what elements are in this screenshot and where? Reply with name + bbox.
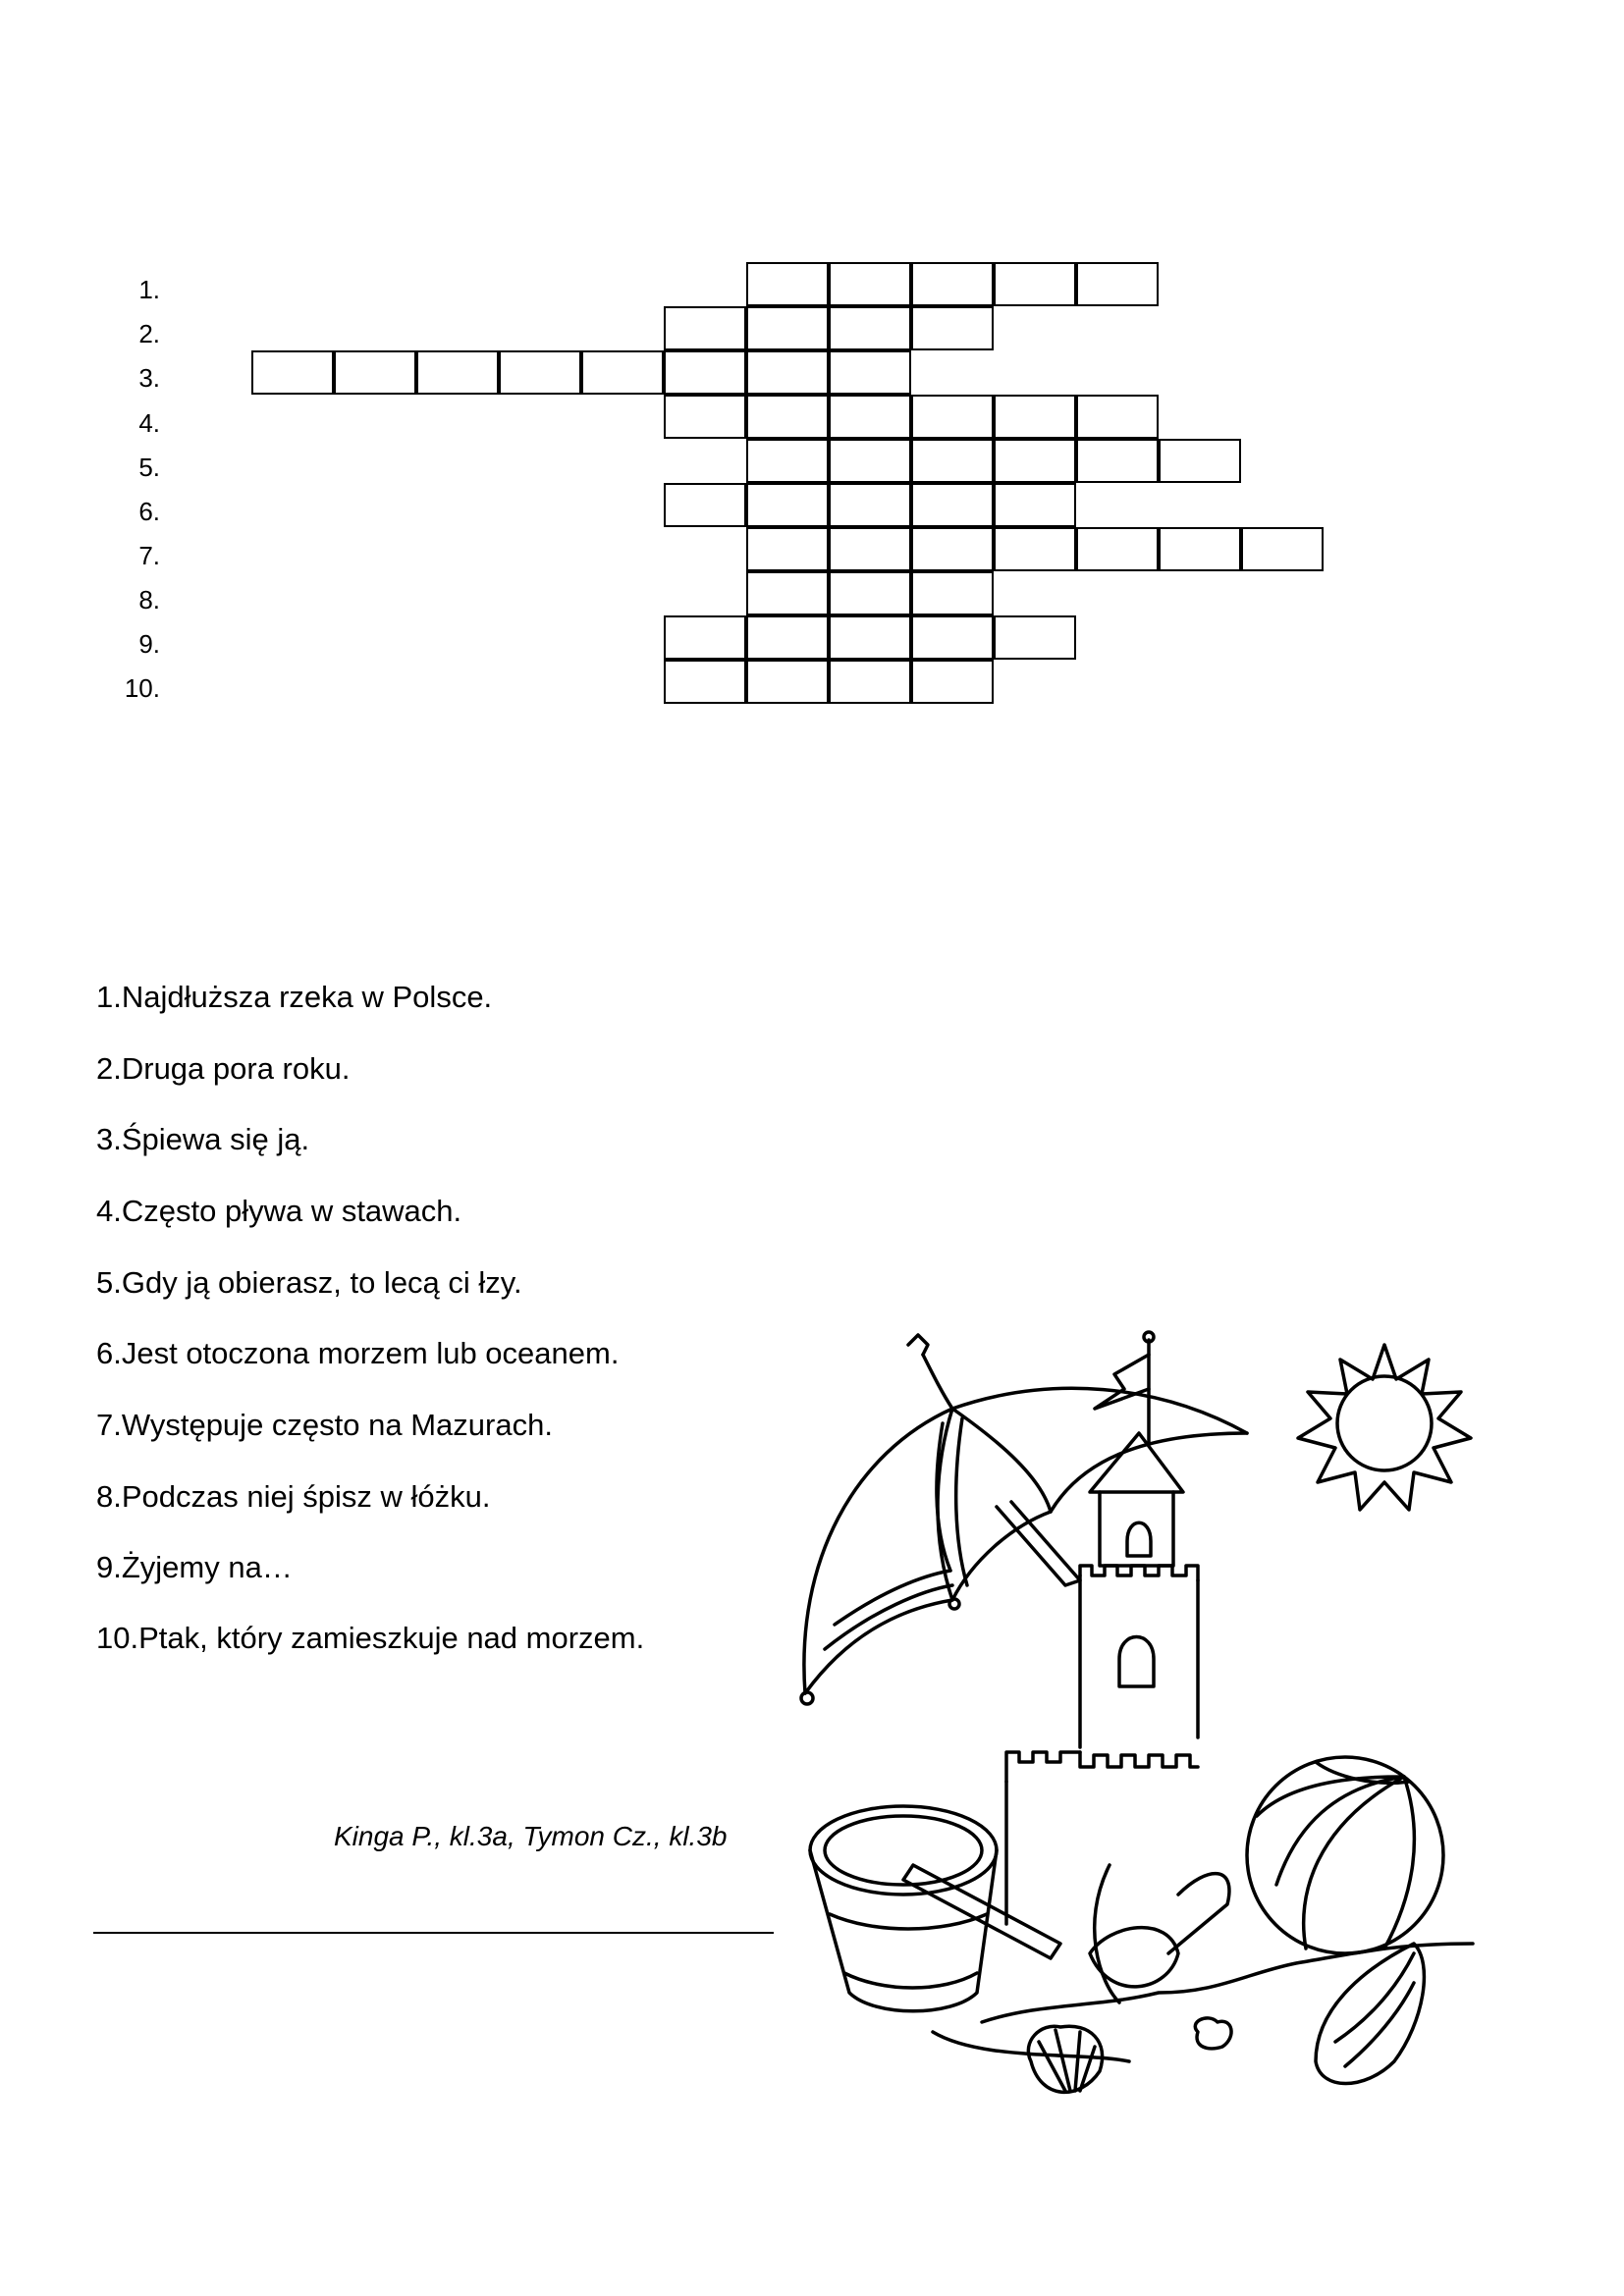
crossword-cell[interactable] bbox=[829, 350, 911, 395]
crossword-cell[interactable] bbox=[664, 395, 746, 439]
clue-item: 2.Druga pora roku. bbox=[96, 1051, 351, 1086]
crossword-cell[interactable] bbox=[664, 660, 746, 704]
crossword-cell[interactable] bbox=[911, 660, 994, 704]
clue-item: 7.Występuje często na Mazurach. bbox=[96, 1408, 553, 1442]
crossword-cell[interactable] bbox=[499, 350, 581, 395]
crossword-row-number: 4. bbox=[138, 408, 160, 438]
sandcastle-icon bbox=[1006, 1433, 1198, 1924]
crossword-cell[interactable] bbox=[829, 483, 911, 527]
crossword-row-number: 2. bbox=[138, 319, 160, 348]
crossword-cell[interactable] bbox=[664, 483, 746, 527]
crossword-cell[interactable] bbox=[829, 395, 911, 439]
bucket-icon bbox=[810, 1806, 1060, 2011]
crossword-cell[interactable] bbox=[746, 350, 829, 395]
crossword-cell[interactable] bbox=[664, 350, 746, 395]
clue-item: 5.Gdy ją obierasz, to lecą ci łzy. bbox=[96, 1265, 522, 1300]
crossword-cell[interactable] bbox=[746, 395, 829, 439]
crossword-cell[interactable] bbox=[416, 350, 499, 395]
crossword-cell[interactable] bbox=[829, 615, 911, 660]
crossword-row-number: 3. bbox=[138, 363, 160, 393]
flag-icon bbox=[1095, 1332, 1154, 1443]
sun-icon bbox=[1298, 1345, 1471, 1510]
shovel-icon bbox=[1090, 1865, 1229, 2002]
crossword-cell[interactable] bbox=[994, 527, 1076, 571]
crossword-cell[interactable] bbox=[829, 660, 911, 704]
crossword-cell[interactable] bbox=[581, 350, 664, 395]
clue-item: 3.Śpiewa się ją. bbox=[96, 1122, 310, 1156]
crossword-cell[interactable] bbox=[911, 439, 994, 483]
author-credit: Kinga P., kl.3a, Tymon Cz., kl.3b bbox=[334, 1821, 728, 1851]
crossword-cell[interactable] bbox=[994, 483, 1076, 527]
beach-sandcastle-illustration bbox=[785, 1315, 1492, 2160]
clue-item: 1.Najdłuższa rzeka w Polsce. bbox=[96, 980, 493, 1014]
crossword-cell[interactable] bbox=[829, 571, 911, 615]
crossword-cell[interactable] bbox=[994, 262, 1076, 306]
crossword-cell[interactable] bbox=[746, 262, 829, 306]
crossword-row-number: 7. bbox=[138, 541, 160, 570]
clue-item: 4.Często pływa w stawach. bbox=[96, 1194, 462, 1228]
clue-item: 6.Jest otoczona morzem lub oceanem. bbox=[96, 1336, 620, 1370]
crossword-cell[interactable] bbox=[994, 439, 1076, 483]
crossword-cell[interactable] bbox=[746, 439, 829, 483]
sand-line bbox=[933, 1944, 1473, 2061]
clue-item: 10.Ptak, który zamieszkuje nad morzem. bbox=[96, 1621, 645, 1655]
umbrella-icon bbox=[801, 1335, 1247, 1704]
crossword-cell[interactable] bbox=[664, 306, 746, 350]
crossword-cell[interactable] bbox=[746, 615, 829, 660]
divider-line bbox=[93, 1932, 774, 1934]
crossword-cell[interactable] bbox=[1076, 395, 1159, 439]
seashell-icon bbox=[1028, 1944, 1424, 2092]
crossword-cell[interactable] bbox=[1076, 527, 1159, 571]
crossword-cell[interactable] bbox=[251, 350, 334, 395]
crossword-cell[interactable] bbox=[994, 615, 1076, 660]
crossword-cell[interactable] bbox=[911, 527, 994, 571]
crossword-row-number: 6. bbox=[138, 497, 160, 526]
crossword-cell[interactable] bbox=[1076, 262, 1159, 306]
crossword-row-number: 8. bbox=[138, 585, 160, 614]
crossword-cell[interactable] bbox=[829, 527, 911, 571]
crossword-cell[interactable] bbox=[1159, 439, 1241, 483]
crossword-cell[interactable] bbox=[664, 615, 746, 660]
beach-ball-icon bbox=[1247, 1757, 1443, 1953]
crossword-row-number: 9. bbox=[138, 629, 160, 659]
crossword-cell[interactable] bbox=[746, 483, 829, 527]
crossword-cell[interactable] bbox=[829, 262, 911, 306]
crossword-cell[interactable] bbox=[1076, 439, 1159, 483]
crossword-cell[interactable] bbox=[911, 395, 994, 439]
crossword-row-number: 5. bbox=[138, 453, 160, 482]
crossword-row-number: 1. bbox=[138, 275, 160, 304]
crossword-cell[interactable] bbox=[746, 306, 829, 350]
crossword-cell[interactable] bbox=[746, 527, 829, 571]
crossword-cell[interactable] bbox=[911, 306, 994, 350]
clue-item: 9.Żyjemy na… bbox=[96, 1550, 293, 1584]
crossword-cell[interactable] bbox=[829, 306, 911, 350]
crossword-cell[interactable] bbox=[746, 571, 829, 615]
crossword-cell[interactable] bbox=[829, 439, 911, 483]
crossword-row-number: 10. bbox=[124, 673, 160, 703]
crossword-cell[interactable] bbox=[334, 350, 416, 395]
crossword-cell[interactable] bbox=[911, 262, 994, 306]
crossword-cell[interactable] bbox=[911, 483, 994, 527]
clue-item: 8.Podczas niej śpisz w łóżku. bbox=[96, 1479, 491, 1514]
crossword-cell[interactable] bbox=[1241, 527, 1324, 571]
crossword-cell[interactable] bbox=[994, 395, 1076, 439]
crossword-cell[interactable] bbox=[746, 660, 829, 704]
crossword-cell[interactable] bbox=[911, 571, 994, 615]
crossword-cell[interactable] bbox=[1159, 527, 1241, 571]
crossword-cell[interactable] bbox=[911, 615, 994, 660]
